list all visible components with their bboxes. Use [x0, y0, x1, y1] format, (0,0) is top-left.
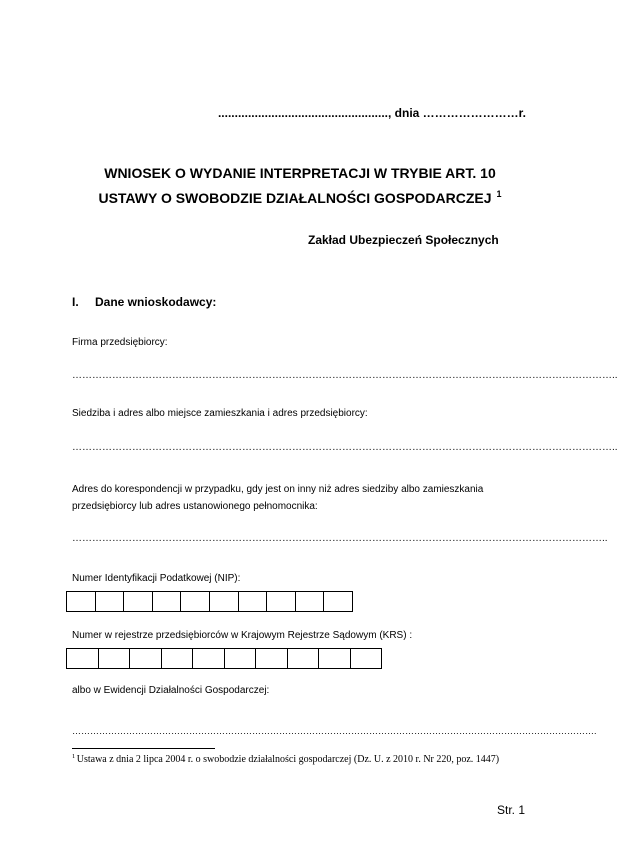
correspondence-address-field[interactable]: ……………………………………………………………………………………………………………………………………………..	[72, 533, 608, 544]
krs-digit-box[interactable]	[192, 648, 225, 669]
nip-label: Numer Identyfikacji Podatkowej (NIP):	[72, 573, 241, 584]
nip-digit-box[interactable]	[209, 591, 239, 612]
company-name-label: Firma przedsiębiorcy:	[72, 337, 168, 348]
krs-digit-box[interactable]	[350, 648, 383, 669]
nip-digit-box[interactable]	[123, 591, 153, 612]
footnote	[72, 755, 499, 765]
place-date-field[interactable]: ..................................................., dnia ……………………r.	[217, 106, 526, 120]
company-name-field[interactable]: ………………………………………………………………………………………………………………………………………………..	[72, 370, 618, 381]
footnote-text: Ustawa z dnia 2 lipca 2004 r. o swobodzie działalności gospodarczej (Dz. U. z 2010 r. Nr 220, poz. 1447)	[76, 754, 500, 765]
krs-digit-box[interactable]	[287, 648, 320, 669]
krs-digit-box[interactable]	[161, 648, 194, 669]
footnote-reference: 1	[496, 189, 502, 199]
section-number: I.	[72, 295, 79, 309]
krs-digit-box[interactable]	[318, 648, 351, 669]
krs-label: Numer w rejestrze przedsiębiorców w Krajowym Rejestrze Sądowym (KRS) :	[72, 630, 413, 641]
krs-digit-box[interactable]	[98, 648, 131, 669]
document-title-line-2	[0, 191, 600, 205]
krs-digit-box[interactable]	[224, 648, 257, 669]
recipient-institution: Zakład Ubezpieczeń Społecznych	[308, 233, 499, 247]
document-title-line-1: WNIOSEK O WYDANIE INTERPRETACJI W TRYBIE ART. 10	[104, 165, 496, 181]
nip-digit-box[interactable]	[66, 591, 96, 612]
nip-digit-box[interactable]	[323, 591, 353, 612]
krs-digit-box[interactable]	[66, 648, 99, 669]
krs-digit-box[interactable]	[129, 648, 162, 669]
nip-digit-box[interactable]	[295, 591, 325, 612]
nip-digit-box[interactable]	[180, 591, 210, 612]
nip-digit-box[interactable]	[152, 591, 182, 612]
document-title-line-2-text: USTAWY O SWOBODZIE DZIAŁALNOŚCI GOSPODARCZEJ	[98, 190, 492, 206]
page-number: Str. 1	[496, 803, 525, 817]
nip-digit-box[interactable]	[266, 591, 296, 612]
correspondence-address-label-line-2: przedsiębiorcy lub adres ustanowionego pełnomocnika:	[72, 501, 318, 512]
footnote-separator	[72, 748, 215, 749]
seat-address-label: Siedziba i adres albo miejsce zamieszkania i adres przedsiębiorcy:	[72, 408, 368, 419]
business-registry-field[interactable]: ………………………………………………………………………………………………………………………………………………………….	[72, 726, 597, 736]
krs-boxes	[66, 648, 382, 669]
nip-digit-box[interactable]	[238, 591, 268, 612]
section-heading: Dane wnioskodawcy:	[95, 295, 217, 309]
seat-address-field[interactable]: ………………………………………………………………………………………………………………………………………………..	[72, 442, 618, 453]
nip-boxes	[66, 591, 353, 612]
nip-digit-box[interactable]	[95, 591, 125, 612]
footnote-marker: 1	[72, 753, 76, 760]
krs-digit-box[interactable]	[255, 648, 288, 669]
business-registry-label: albo w Ewidencji Działalności Gospodarczej:	[72, 685, 270, 696]
correspondence-address-label-line-1: Adres do korespondencji w przypadku, gdy jest on inny niż adres siedziby albo zamieszkania	[72, 484, 484, 495]
